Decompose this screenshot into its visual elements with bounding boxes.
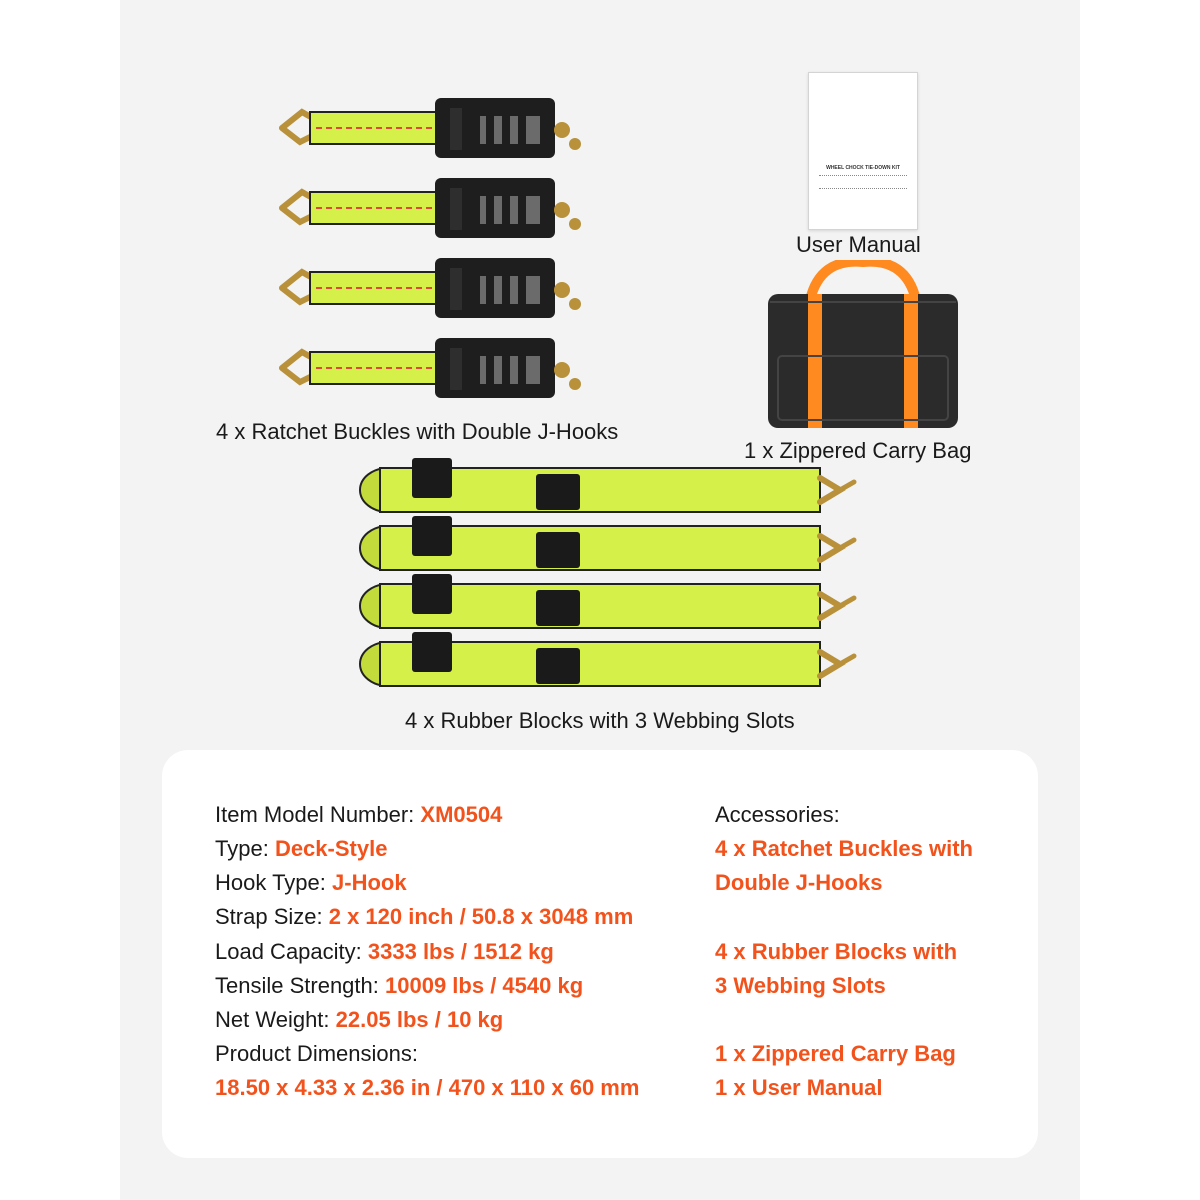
spec-value: 3333 lbs / 1512 kg [367,939,554,964]
spec-label: Net Weight: [215,1007,330,1032]
ratchet-buckles-image [270,90,600,410]
spec-label: Load Capacity: [215,939,362,964]
spec-net-weight [215,1007,503,1033]
spec-value: XM0504 [420,802,503,827]
ratchet-buckles-caption: 4 x Ratchet Buckles with Double J-Hooks [216,419,619,444]
spec-value: 2 x 120 inch / 50.8 x 3048 mm [328,904,634,929]
manual-cover-title: WHEEL CHOCK TIE-DOWN KIT [826,165,900,171]
carry-bag-caption: 1 x Zippered Carry Bag [744,438,972,463]
spec-model [215,802,502,828]
spec-load-capacity [215,939,554,965]
accessory-line: 4 x Ratchet Buckles with [715,836,973,861]
accessory-line: 1 x User Manual [715,1075,883,1100]
spec-dimensions-label: Product Dimensions: [215,1041,418,1066]
accessory-line: Double J-Hooks [715,870,883,895]
accessories-heading: Accessories: [715,802,840,827]
spec-strap-size [215,904,633,930]
spec-hook-type [215,870,407,896]
spec-value: 10009 lbs / 4540 kg [385,973,584,998]
accessory-line: 3 Webbing Slots [715,973,886,998]
spec-value: Deck-Style [274,836,388,861]
carry-bag-image [760,260,966,432]
spec-tensile-strength [215,973,583,999]
spec-value: J-Hook [332,870,407,895]
spec-value: 22.05 lbs / 10 kg [335,1007,504,1032]
spec-dimensions-value: 18.50 x 4.33 x 2.36 in / 470 x 110 x 60 mm [215,1075,640,1100]
manual-cover-lines [819,175,907,189]
rubber-blocks-caption: 4 x Rubber Blocks with 3 Webbing Slots [405,708,795,733]
spec-label: Strap Size: [215,904,323,929]
rubber-block-straps-image [350,452,870,702]
spec-label: Hook Type: [215,870,326,895]
spec-label: Type: [215,836,269,861]
user-manual-image [808,72,918,230]
user-manual-caption: User Manual [796,232,921,257]
accessory-line: 4 x Rubber Blocks with [715,939,958,964]
spec-label: Tensile Strength: [215,973,379,998]
spec-type [215,836,387,862]
spec-label: Item Model Number: [215,802,415,827]
accessory-line: 1 x Zippered Carry Bag [715,1041,956,1066]
